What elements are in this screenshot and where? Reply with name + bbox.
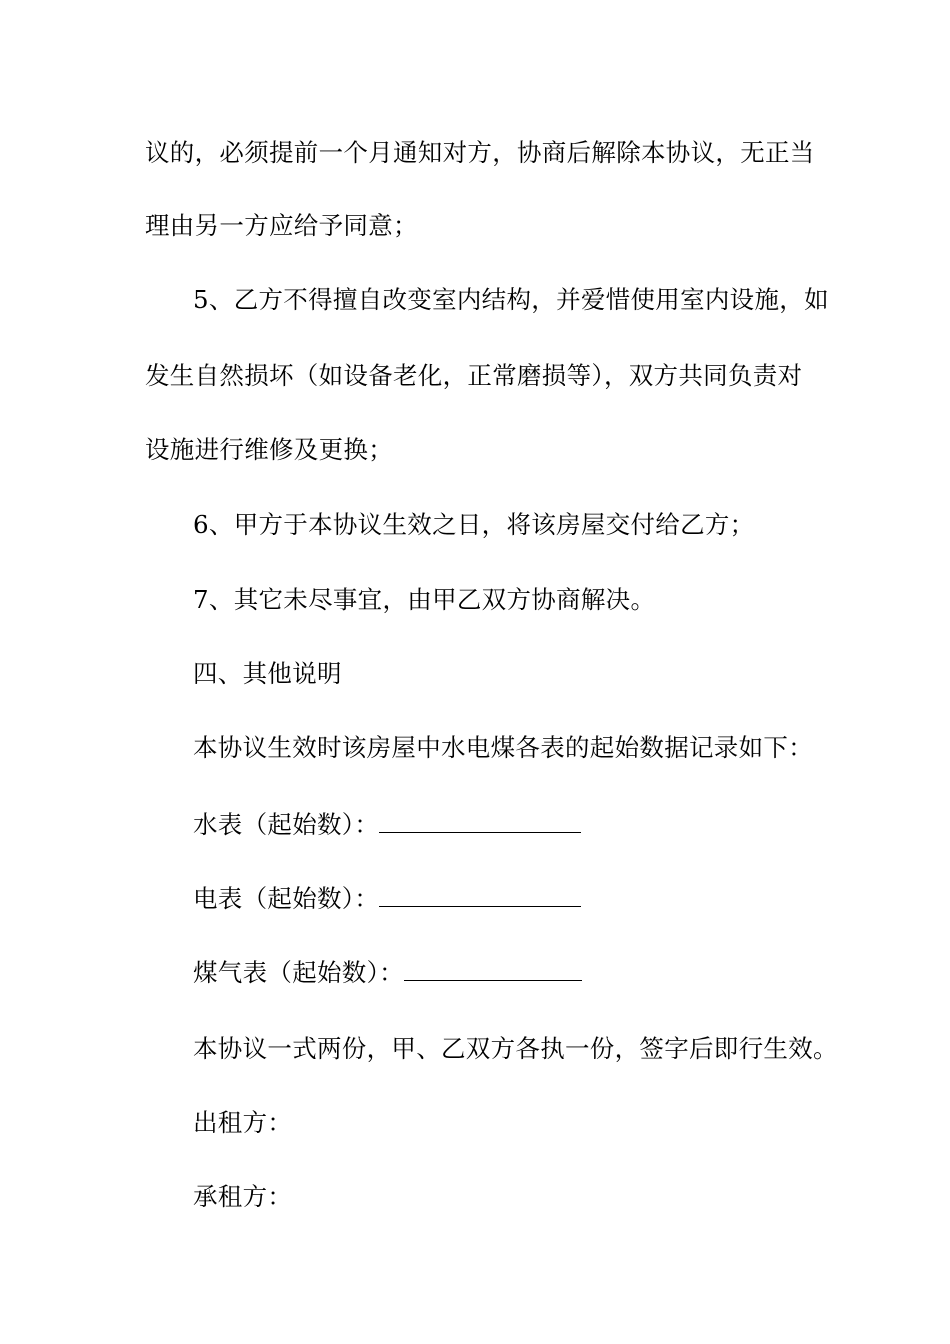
paragraph-line: 设施进行维修及更换； (145, 435, 393, 464)
paragraph-line: 议的，必须提前一个月通知对方，协商后解除本协议，无正当 (145, 138, 815, 167)
paragraph-line: 本协议一式两份，甲、乙双方各执一份，签字后即行生效。 (193, 1034, 838, 1063)
electric-meter-label: 电表（起始数）： (193, 884, 380, 913)
paragraph-line: 发生自然损坏（如设备老化，正常磨损等），双方共同负责对 (145, 361, 803, 390)
lessor-label: 出租方： (193, 1108, 293, 1137)
clause-5-line: 5、乙方不得擅自改变室内结构，并爱惜使用室内设施，如 (193, 285, 829, 314)
electric-meter-blank (379, 886, 581, 907)
water-meter-blank (379, 812, 581, 833)
gas-meter-blank (404, 960, 582, 981)
clause-7-line: 7、其它未尽事宜，由甲乙双方协商解决。 (193, 585, 656, 614)
clause-6-line: 6、甲方于本协议生效之日，将该房屋交付给乙方； (193, 510, 755, 539)
lessee-label: 承租方： (193, 1182, 293, 1211)
gas-meter-label: 煤气表（起始数）： (193, 958, 404, 987)
gas-meter-row (193, 958, 582, 988)
water-meter-row (193, 810, 581, 840)
electric-meter-row (193, 884, 581, 914)
section-heading: 四、其他说明 (193, 659, 342, 688)
paragraph-line: 本协议生效时该房屋中水电煤各表的起始数据记录如下： (193, 733, 813, 762)
water-meter-label: 水表（起始数）： (193, 810, 380, 839)
paragraph-line: 理由另一方应给予同意； (145, 211, 418, 240)
